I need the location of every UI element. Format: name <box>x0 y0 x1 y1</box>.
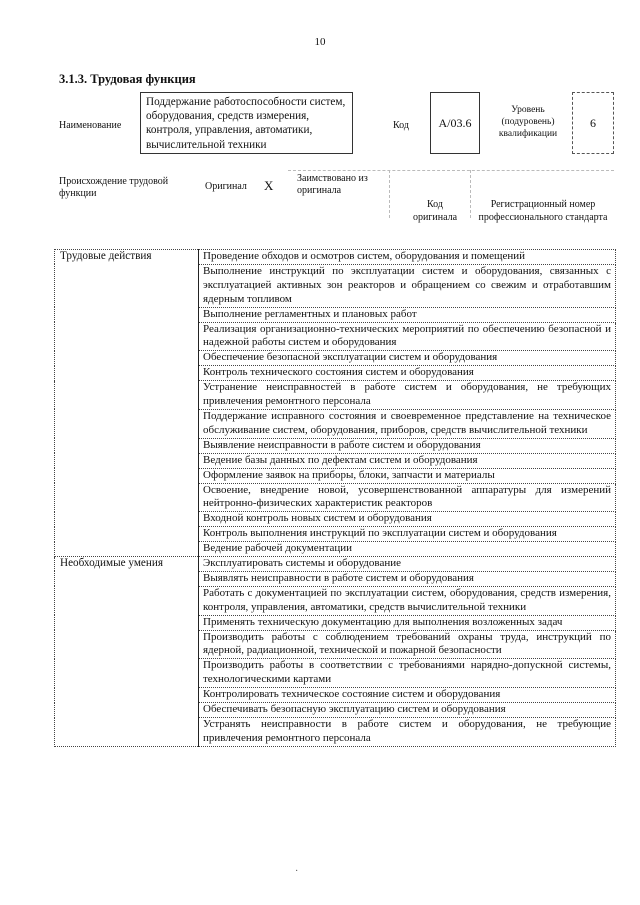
table-cell: Входной контроль новых систем и оборудования <box>199 512 616 527</box>
table-cell: Обеспечивать безопасную эксплуатацию систем и оборудования <box>199 703 616 718</box>
functions-table <box>54 249 616 747</box>
table-cell: Обеспечение безопасной эксплуатации систем и оборудования <box>199 351 616 366</box>
page-number: 10 <box>314 36 326 48</box>
table-cell: Выявлять неисправности в работе систем и оборудования <box>199 571 616 586</box>
original-code-label: Код оригинала <box>412 199 458 223</box>
origin-divider-vertical <box>389 170 390 218</box>
table-cell: Устранять неисправности в работе систем и оборудования, не требующие привлечения ремонтного персонала <box>199 718 616 747</box>
table-cell: Поддержание исправного состояния и своевременное представление на техническое обслуживание систем, оборудования, приборов, средств вычислительной техники <box>199 409 616 438</box>
function-name-box: Поддержание работоспособности систем, оборудования, средств измерения, контроля, управления, автоматики, вычислительной техники <box>140 92 353 154</box>
origin-divider-vertical <box>470 170 471 218</box>
registration-number-label: Регистрационный номер профессионального стандарта <box>478 199 608 223</box>
original-label: Оригинал <box>205 181 247 192</box>
table-cell: Эксплуатировать системы и оборудование <box>199 557 616 572</box>
level-label: Уровень (подуровень) квалификации <box>498 105 558 139</box>
section-title: 3.1.3. Трудовая функция <box>59 72 196 86</box>
table-cell: Ведение базы данных по дефектам систем и оборудования <box>199 453 616 468</box>
table-row <box>55 250 616 265</box>
table-cell: Ведение рабочей документации <box>199 542 616 557</box>
borrowed-label: Заимствовано из оригинала <box>297 173 368 196</box>
original-mark: Х <box>264 178 274 193</box>
table-cell: Освоение, внедрение новой, усовершенствованной аппаратуры для измерений нейтронно-физических характеристик реакторов <box>199 483 616 512</box>
level-value-box: 6 <box>572 92 614 154</box>
table-cell: Реализация организационно-технических мероприятий по обеспечению безопасной и надежной работы систем и оборудования <box>199 322 616 351</box>
table-row <box>55 557 616 572</box>
table-cell: Устранение неисправностей в работе систем и оборудования, не требующих привлечения ремонтного персонала <box>199 381 616 410</box>
table-cell: Производить работы с соблюдением требований охраны труда, инструкций по ядерной, радиационной, технической и пожарной безопасности <box>199 630 616 659</box>
origin-divider <box>288 170 614 171</box>
origin-label: Происхождение трудовой функции <box>59 176 169 199</box>
code-value-box: А/03.6 <box>430 92 480 154</box>
table-cell: Выполнение инструкций по эксплуатации систем и оборудования, связанных с эксплуатацией активных зон реакторов и обращением со свежим и отработавшим ядерным топливом <box>199 264 616 307</box>
name-label: Наименование <box>59 120 122 131</box>
table-cell: Применять техническую документацию для выполнения возложенных задач <box>199 615 616 630</box>
table-cell: Производить работы в соответствии с требованиями нарядно-допускной системы, технологическими картами <box>199 659 616 688</box>
table-cell: Контроль технического состояния систем и оборудования <box>199 366 616 381</box>
category-cell: Трудовые действия <box>55 250 199 557</box>
table-cell: Контроль выполнения инструкций по эксплуатации систем и оборудования <box>199 527 616 542</box>
table-cell: Работать с документацией по эксплуатации систем, оборудования, средств измерения, контроля, управления, автоматики, средств вычислительной техники <box>199 586 616 615</box>
table-cell: Выполнение регламентных и плановых работ <box>199 307 616 322</box>
category-cell: Необходимые умения <box>55 557 199 747</box>
code-label: Код <box>393 120 409 131</box>
table-cell: Проведение обходов и осмотров систем, оборудования и помещений <box>199 250 616 265</box>
table-cell: Оформление заявок на приборы, блоки, запчасти и материалы <box>199 468 616 483</box>
table-cell: Выявление неисправности в работе систем и оборудования <box>199 438 616 453</box>
table-cell: Контролировать техническое состояние систем и оборудования <box>199 688 616 703</box>
scan-mark: · <box>295 866 299 877</box>
